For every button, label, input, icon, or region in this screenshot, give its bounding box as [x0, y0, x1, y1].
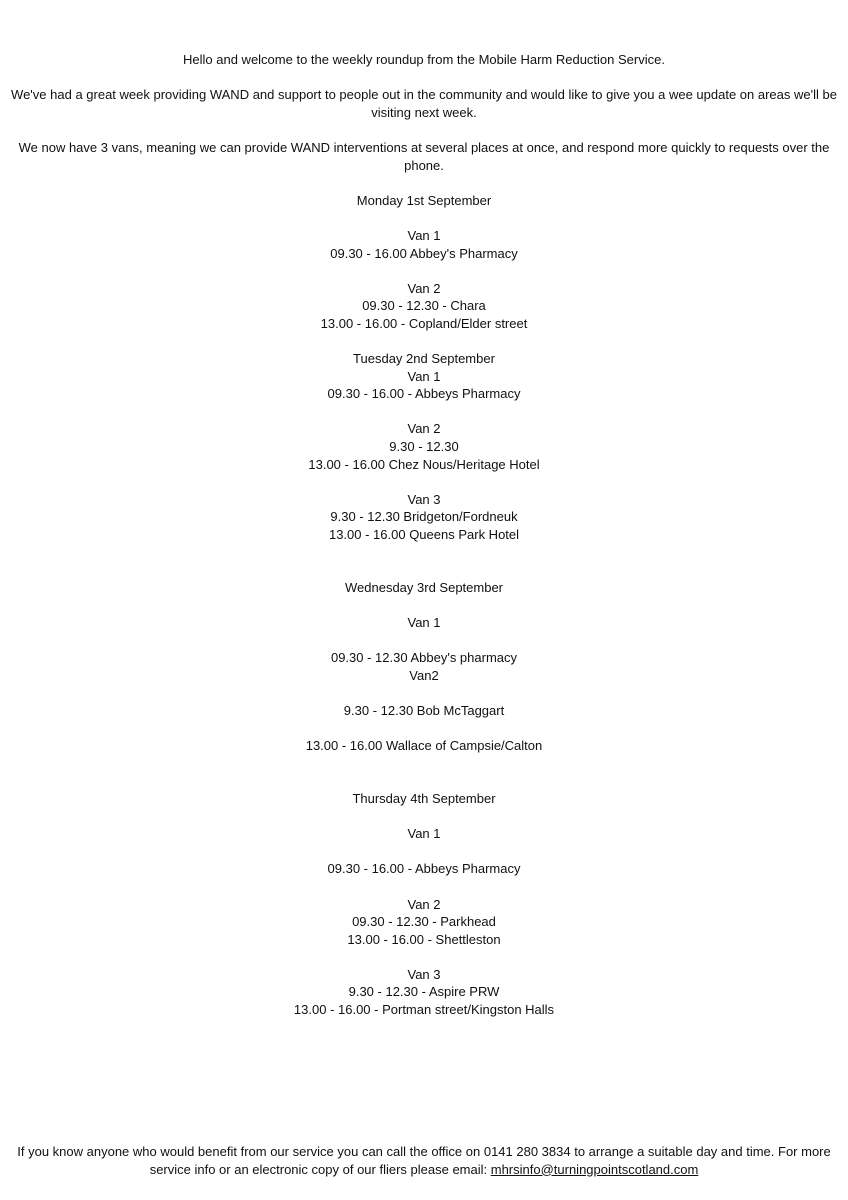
intro-vans: We now have 3 vans, meaning we can provide WAND interventions at several places at once, and respond more quickly to requests over the phone. — [18, 139, 833, 173]
tuesday-van1-slot: 09.30 - 16.00 - Abbeys Pharmacy — [327, 386, 521, 402]
monday-van2-slot: 09.30 - 12.30 - Chara — [362, 298, 486, 314]
tuesday-van2-slot: 13.00 - 16.00 Chez Nous/Heritage Hotel — [308, 456, 540, 472]
thursday-van2-slot: 09.30 - 12.30 - Parkhead — [352, 914, 496, 930]
newsletter-body — [10, 51, 841, 1019]
tuesday-van3-slot: 13.00 - 16.00 Queens Park Hotel — [328, 527, 520, 543]
wednesday-date-heading: Wednesday 3rd September — [344, 579, 504, 595]
wednesday-van1-slot: 09.30 - 12.30 Abbey's pharmacy — [330, 650, 518, 666]
thursday-van2-slot: 13.00 - 16.00 - Shettleston — [347, 931, 501, 947]
thursday-date-heading: Thursday 4th September — [352, 790, 496, 806]
wednesday-van1-label: Van 1 — [407, 615, 441, 630]
tuesday-van2-slot: 9.30 - 12.30 — [389, 439, 459, 455]
tuesday-van3-slot: 9.30 - 12.30 Bridgeton/Fordneuk — [330, 509, 518, 525]
tuesday-van3-label: Van 3 — [407, 491, 441, 507]
thursday-van1-label: Van 1 — [407, 826, 441, 842]
intro-welcome: Hello and welcome to the weekly roundup from the Mobile Harm Reduction Service. — [183, 52, 665, 67]
intro-great-week: We've had a great week providing WAND and support to people out in the community and would like to give you a wee update on areas we'll be visiting next week. — [11, 87, 841, 120]
thursday-van3-slot: 9.30 - 12.30 - Aspire PRW — [348, 984, 500, 1000]
monday-van1-label: Van 1 — [407, 227, 441, 243]
wednesday-van2-label: Van2 — [409, 667, 439, 683]
thursday-van2-label: Van 2 — [407, 896, 441, 912]
wednesday-van2-slot: 9.30 - 12.30 Bob McTaggart — [343, 702, 505, 718]
contact-email-link[interactable]: mhrsinfo@turningpointscotland.com — [490, 1161, 699, 1177]
monday-van2-slot: 13.00 - 16.00 - Copland/Elder street — [320, 315, 528, 331]
thursday-van3-label: Van 3 — [407, 966, 441, 982]
thursday-van1-slot: 09.30 - 16.00 - Abbeys Pharmacy — [327, 861, 521, 877]
footer-text: If you know anyone who would benefit from our service you can call the office on 0141 280 3834 to arrange a suitable day and time. For more service info or an electronic copy of our fliers please email: — [17, 1144, 831, 1177]
monday-date-heading: Monday 1st September — [356, 192, 492, 208]
monday-van2-label: Van 2 — [407, 280, 441, 296]
tuesday-date-heading: Tuesday 2nd September — [353, 351, 495, 367]
monday-van1-slot: 09.30 - 16.00 Abbey's Pharmacy — [330, 245, 518, 261]
tuesday-van1-label: Van 1 — [407, 368, 441, 384]
tuesday-van2-label: Van 2 — [407, 421, 441, 437]
wednesday-van2-slot: 13.00 - 16.00 Wallace of Campsie/Calton — [305, 738, 543, 754]
contact-footer — [10, 1143, 838, 1178]
thursday-van3-slot: 13.00 - 16.00 - Portman street/Kingston Halls — [293, 1002, 555, 1018]
